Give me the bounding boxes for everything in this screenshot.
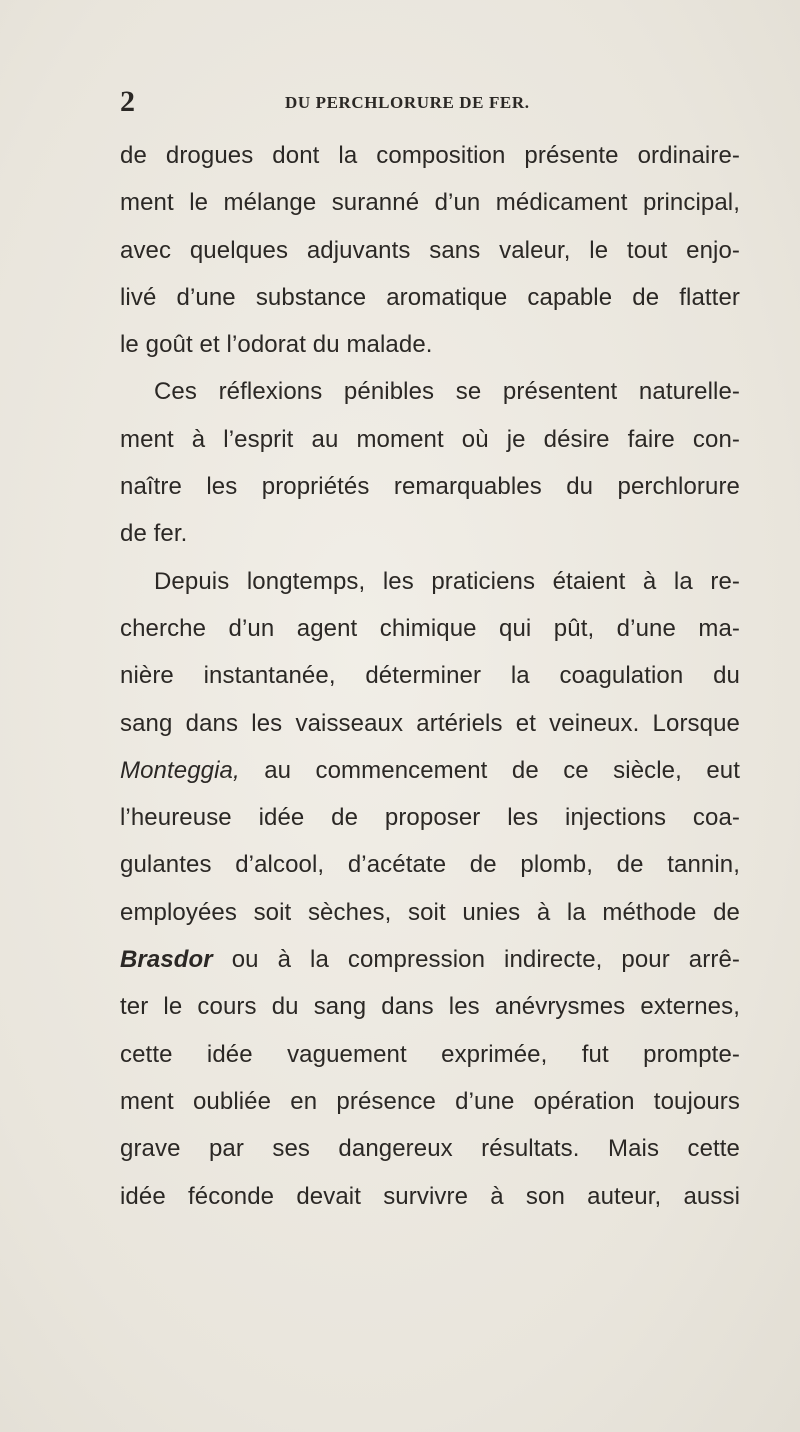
text-line: livé d’une substance aromatique capable de flatter (120, 283, 740, 311)
text-line: cherche d’un agent chimique qui pût, d’une ma- (120, 614, 740, 642)
text-line: naître les propriétés remarquables du perchlorure (120, 473, 740, 501)
text-line: cette idée vaguement exprimée, fut prompte- (120, 1040, 740, 1068)
text-line: le goût et l’odorat du malade. (120, 331, 433, 359)
name-brasdor: Brasdor (120, 946, 213, 974)
text-span: ou à la compression indirecte, pour arrê- (231, 946, 740, 974)
text-line: Ces réflexions pénibles se présentent naturelle- (154, 378, 740, 406)
text-line (120, 936, 740, 983)
body-text (120, 132, 740, 1220)
page-header (120, 82, 760, 122)
text-line: de drogues dont la composition présente ordinaire- (120, 142, 740, 169)
text-line: idée féconde devait survivre à son auteur, aussi (120, 1182, 740, 1210)
text-line: ment à l’esprit au moment où je désire faire con- (120, 425, 740, 453)
text-line: gulantes d’alcool, d’acétate de plomb, de tannin, (120, 851, 740, 879)
text-line: ment oubliée en présence d’une opération toujours (120, 1087, 740, 1115)
text-line: l’heureuse idée de proposer les injections coa- (120, 804, 740, 832)
text-line: de fer. (120, 520, 188, 548)
text-line: avec quelques adjuvants sans valeur, le tout enjo- (120, 236, 740, 264)
text-line: Depuis longtemps, les praticiens étaient à la re- (154, 567, 740, 595)
text-line (120, 747, 740, 794)
text-line: ter le cours du sang dans les anévrysmes externes, (120, 993, 740, 1021)
text-line: sang dans les vaisseaux artériels et veineux. Lorsque (120, 709, 740, 737)
text-line: nière instantanée, déterminer la coagulation du (120, 662, 740, 690)
page-number: 2 (120, 85, 135, 118)
text-line: ment le mélange suranné d’un médicament principal, (120, 189, 740, 217)
name-monteggia: Monteggia, (120, 756, 240, 784)
running-title: DU PERCHLORURE DE FER. (285, 93, 530, 112)
text-span: au commencement de ce siècle, eut (264, 756, 740, 784)
text-line: employées soit sèches, soit unies à la méthode de (120, 898, 740, 926)
text-line: grave par ses dangereux résultats. Mais cette (120, 1135, 740, 1163)
